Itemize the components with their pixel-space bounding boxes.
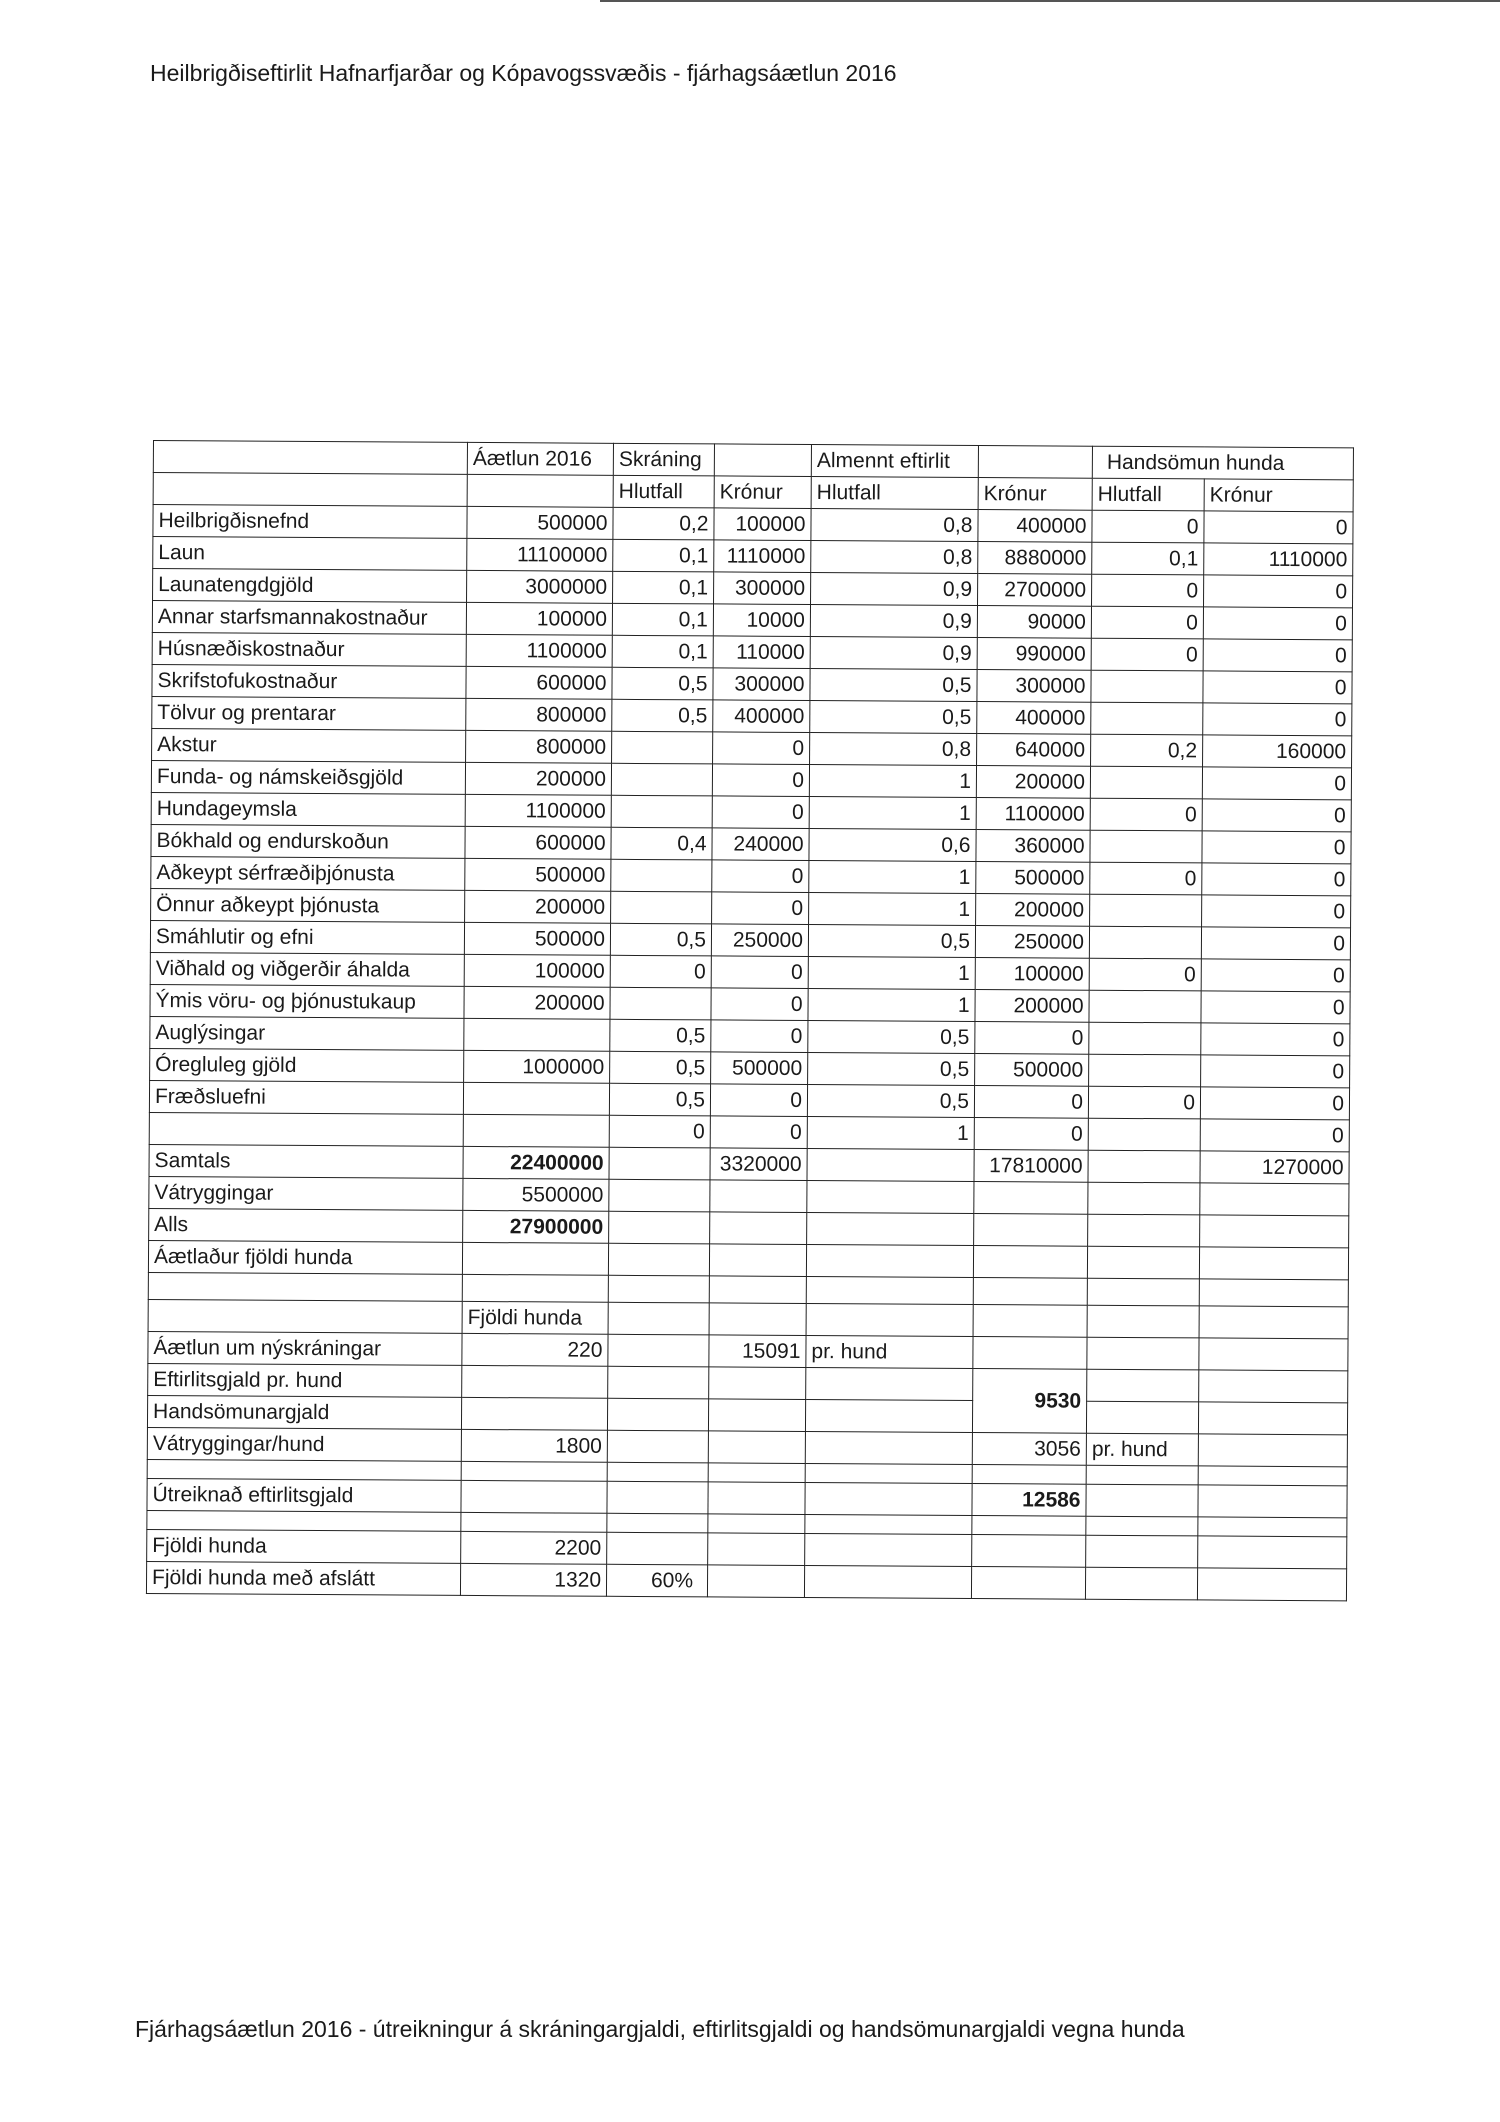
row-gen-amount: 990000 bbox=[977, 638, 1091, 671]
inspection-fee-value: 9530 bbox=[972, 1369, 1086, 1434]
row-reg-share bbox=[611, 859, 712, 892]
totals-reg-amount: 3320000 bbox=[710, 1148, 807, 1181]
all-plan: 27900000 bbox=[463, 1210, 609, 1243]
row-plan: 800000 bbox=[466, 730, 612, 763]
row-reg-amount: 10000 bbox=[713, 604, 810, 637]
new-registrations-count: 220 bbox=[462, 1333, 608, 1366]
row-gen-share: 1 bbox=[809, 765, 976, 798]
new-registrations-label: Áætlun um nýskráningar bbox=[148, 1331, 462, 1365]
row-reg-amount: 0 bbox=[713, 732, 810, 765]
discount-percent: 60% bbox=[606, 1564, 707, 1597]
row-gen-amount: 1100000 bbox=[976, 798, 1090, 831]
row-label: Önnur aðkeypt þjónusta bbox=[151, 888, 465, 922]
row-gen-share: 0,9 bbox=[810, 605, 977, 638]
discount-label: Fjöldi hunda með afslátt bbox=[146, 1561, 460, 1595]
row-label: Launatengdgjöld bbox=[153, 569, 467, 603]
row-plan: 200000 bbox=[464, 986, 610, 1019]
row-reg-share: 0,5 bbox=[609, 1083, 710, 1116]
dog-count-value: 2200 bbox=[461, 1531, 607, 1564]
row-cap-amount: 0 bbox=[1204, 575, 1353, 608]
row-reg-amount: 0 bbox=[710, 1084, 807, 1117]
row-gen-share: 0,5 bbox=[810, 701, 977, 734]
row-gen-amount: 8880000 bbox=[978, 542, 1092, 575]
insurance-per-dog-value: 3056 bbox=[972, 1433, 1086, 1466]
insurance-per-dog-count: 1800 bbox=[461, 1429, 607, 1462]
row-gen-share: 1 bbox=[807, 1117, 974, 1150]
row-gen-share: 0,8 bbox=[810, 733, 977, 766]
row-plan: 500000 bbox=[465, 858, 611, 891]
row-gen-amount: 300000 bbox=[977, 670, 1091, 703]
row-gen-share: 1 bbox=[809, 861, 976, 894]
row-reg-share: 0 bbox=[610, 955, 711, 988]
header-dog-capture: Handsömun hunda bbox=[1092, 446, 1353, 480]
row-reg-amount: 0 bbox=[712, 764, 809, 797]
row-plan: 100000 bbox=[466, 602, 612, 635]
page-footer: Fjárhagsáætlun 2016 - útreikningur á skráningargjaldi, eftirlitsgjaldi og handsömunargjaldi vegna hunda bbox=[135, 2016, 1185, 2042]
row-gen-share: 0,9 bbox=[810, 637, 977, 670]
row-reg-amount: 0 bbox=[712, 796, 809, 829]
row-cap-amount: 0 bbox=[1200, 1119, 1349, 1152]
row-plan bbox=[463, 1082, 609, 1115]
row-cap-share bbox=[1091, 702, 1203, 735]
header-registration: Skráning bbox=[613, 443, 714, 476]
row-plan: 200000 bbox=[465, 890, 611, 923]
row-label: Auglýsingar bbox=[150, 1016, 464, 1050]
row-label: Ýmis vöru- og þjónustukaup bbox=[150, 984, 464, 1018]
row-plan: 1000000 bbox=[464, 1050, 610, 1083]
row-cap-share: 0 bbox=[1091, 606, 1203, 639]
row-gen-share: 0,8 bbox=[811, 541, 978, 574]
row-label: Skrifstofukostnaður bbox=[152, 664, 466, 698]
row-reg-share: 0,1 bbox=[613, 539, 714, 572]
header-gen-share: Hlutfall bbox=[811, 477, 978, 510]
row-plan: 800000 bbox=[466, 698, 612, 731]
row-label: Funda- og námskeiðsgjöld bbox=[151, 760, 465, 794]
row-reg-share bbox=[611, 763, 712, 796]
calc-fee-value: 12586 bbox=[972, 1484, 1086, 1517]
row-gen-amount: 200000 bbox=[975, 990, 1089, 1023]
totals-cap-amount: 1270000 bbox=[1200, 1151, 1349, 1184]
row-plan: 200000 bbox=[465, 762, 611, 795]
row-reg-share: 0,1 bbox=[613, 571, 714, 604]
row-reg-amount: 300000 bbox=[714, 572, 811, 605]
row-plan bbox=[464, 1018, 610, 1051]
row-cap-amount: 0 bbox=[1203, 607, 1352, 640]
row-cap-share bbox=[1091, 670, 1203, 703]
row-cap-share: 0 bbox=[1092, 510, 1204, 543]
row-label: Hundageymsla bbox=[151, 792, 465, 826]
discount-count: 1320 bbox=[460, 1563, 606, 1596]
row-plan: 1100000 bbox=[465, 794, 611, 827]
row-cap-share: 0,1 bbox=[1092, 542, 1204, 575]
row-reg-amount: 110000 bbox=[713, 636, 810, 669]
row-plan: 500000 bbox=[467, 506, 613, 539]
row-reg-amount: 500000 bbox=[711, 1052, 808, 1085]
header-gen-amount: Krónur bbox=[978, 478, 1092, 511]
row-reg-amount: 300000 bbox=[713, 668, 810, 701]
row-cap-share bbox=[1089, 1022, 1201, 1055]
row-gen-amount: 360000 bbox=[976, 830, 1090, 863]
row-cap-amount: 0 bbox=[1201, 1055, 1350, 1088]
header-plan: Áætlun 2016 bbox=[467, 442, 613, 475]
row-label: Heilbrigðisnefnd bbox=[153, 505, 467, 539]
row-gen-amount: 2700000 bbox=[978, 574, 1092, 607]
row-plan: 600000 bbox=[466, 666, 612, 699]
row-reg-amount: 0 bbox=[711, 956, 808, 989]
row-reg-amount: 100000 bbox=[714, 508, 811, 541]
totals-gen-amount: 17810000 bbox=[974, 1150, 1088, 1183]
row-label: Óregluleg gjöld bbox=[150, 1048, 464, 1082]
dog-count-label: Fjöldi hunda bbox=[147, 1529, 461, 1563]
row-cap-amount: 0 bbox=[1202, 767, 1351, 800]
row-plan: 1100000 bbox=[466, 634, 612, 667]
discount-row bbox=[146, 1561, 1346, 1600]
insurance-label: Vátryggingar bbox=[149, 1176, 463, 1210]
row-gen-amount: 200000 bbox=[976, 894, 1090, 927]
row-plan: 500000 bbox=[464, 922, 610, 955]
totals-plan: 22400000 bbox=[463, 1146, 609, 1179]
insurance-per-dog-label: Vátryggingar/hund bbox=[147, 1427, 461, 1461]
row-cap-amount: 1110000 bbox=[1204, 543, 1353, 576]
row-label: Laun bbox=[153, 537, 467, 571]
per-dog-unit: pr. hund bbox=[806, 1336, 973, 1369]
header-cap-share: Hlutfall bbox=[1092, 478, 1204, 511]
row-gen-share: 1 bbox=[809, 797, 976, 830]
row-cap-share: 0 bbox=[1088, 1086, 1200, 1119]
row-cap-share bbox=[1090, 830, 1202, 863]
row-cap-amount: 0 bbox=[1201, 959, 1350, 992]
row-reg-amount: 0 bbox=[711, 1020, 808, 1053]
header-reg-share: Hlutfall bbox=[613, 475, 714, 508]
row-reg-amount: 250000 bbox=[711, 924, 808, 957]
row-gen-share: 0,6 bbox=[809, 829, 976, 862]
row-cap-share bbox=[1090, 766, 1202, 799]
row-cap-amount: 0 bbox=[1202, 799, 1351, 832]
row-reg-amount: 0 bbox=[710, 1116, 807, 1149]
row-cap-share bbox=[1089, 990, 1201, 1023]
row-cap-amount: 0 bbox=[1203, 671, 1352, 704]
row-cap-share: 0 bbox=[1090, 798, 1202, 831]
row-label: Fræðsluefni bbox=[149, 1080, 463, 1114]
row-reg-share: 0,5 bbox=[612, 699, 713, 732]
row-gen-share: 1 bbox=[808, 989, 975, 1022]
row-cap-amount: 0 bbox=[1203, 639, 1352, 672]
registration-fee-per-dog: 15091 bbox=[709, 1335, 806, 1368]
row-reg-amount: 1110000 bbox=[714, 540, 811, 573]
row-cap-amount: 0 bbox=[1202, 831, 1351, 864]
row-cap-share: 0 bbox=[1089, 958, 1201, 991]
top-border-line bbox=[600, 0, 1500, 2]
row-label: Annar starfsmannakostnaður bbox=[152, 601, 466, 635]
row-label: Tölvur og prentarar bbox=[152, 696, 466, 730]
insurance-plan: 5500000 bbox=[463, 1178, 609, 1211]
totals-label: Samtals bbox=[149, 1144, 463, 1178]
estimated-dogs-label: Áætlaður fjöldi hunda bbox=[148, 1240, 462, 1274]
row-gen-share: 0,5 bbox=[808, 1021, 975, 1054]
row-label: Viðhald og viðgerðir áhalda bbox=[150, 952, 464, 986]
row-plan: 3000000 bbox=[467, 570, 613, 603]
row-reg-amount: 240000 bbox=[712, 828, 809, 861]
row-cap-amount: 0 bbox=[1202, 863, 1351, 896]
row-reg-amount: 0 bbox=[711, 988, 808, 1021]
row-gen-amount: 90000 bbox=[977, 606, 1091, 639]
row-reg-share bbox=[611, 891, 712, 924]
inspection-fee-label: Eftirlitsgjald pr. hund bbox=[148, 1363, 462, 1397]
row-plan: 100000 bbox=[464, 954, 610, 987]
row-gen-amount: 400000 bbox=[978, 510, 1092, 543]
capture-fee-label: Handsömunargjald bbox=[147, 1395, 461, 1429]
row-label bbox=[149, 1112, 463, 1146]
row-gen-share: 0,8 bbox=[811, 509, 978, 542]
row-reg-share: 0,5 bbox=[610, 923, 711, 956]
row-cap-share bbox=[1089, 1054, 1201, 1087]
page-title: Heilbrigðiseftirlit Hafnarfjarðar og Kópavogssvæðis - fjárhagsáætlun 2016 bbox=[150, 60, 897, 86]
row-plan bbox=[463, 1114, 609, 1147]
row-gen-amount: 0 bbox=[974, 1086, 1088, 1119]
row-reg-share bbox=[611, 795, 712, 828]
row-gen-amount: 0 bbox=[975, 1022, 1089, 1055]
row-cap-amount: 0 bbox=[1201, 927, 1350, 960]
row-cap-share: 0 bbox=[1092, 574, 1204, 607]
row-reg-share: 0,5 bbox=[612, 667, 713, 700]
row-cap-share: 0 bbox=[1090, 862, 1202, 895]
row-cap-amount: 0 bbox=[1202, 895, 1351, 928]
row-label: Akstur bbox=[152, 728, 466, 762]
row-gen-amount: 500000 bbox=[975, 1054, 1089, 1087]
row-gen-amount: 250000 bbox=[975, 926, 1089, 959]
row-cap-amount: 0 bbox=[1201, 991, 1350, 1024]
row-reg-share: 0,5 bbox=[610, 1051, 711, 1084]
row-label: Húsnæðiskostnaður bbox=[152, 632, 466, 666]
row-reg-share: 0,5 bbox=[610, 1019, 711, 1052]
header-reg-amount: Krónur bbox=[714, 476, 811, 509]
row-gen-share: 1 bbox=[809, 893, 976, 926]
row-reg-share: 0,2 bbox=[613, 507, 714, 540]
row-gen-share: 0,5 bbox=[810, 669, 977, 702]
row-cap-share bbox=[1090, 894, 1202, 927]
row-gen-amount: 400000 bbox=[977, 702, 1091, 735]
row-cap-share bbox=[1088, 1118, 1200, 1151]
calc-fee-label: Útreiknað eftirlitsgjald bbox=[147, 1478, 461, 1512]
row-cap-share: 0,2 bbox=[1091, 734, 1203, 767]
row-gen-amount: 640000 bbox=[977, 734, 1091, 767]
row-reg-amount: 0 bbox=[712, 860, 809, 893]
row-gen-share: 0,5 bbox=[808, 1053, 975, 1086]
row-gen-amount: 0 bbox=[974, 1118, 1088, 1151]
row-reg-amount: 0 bbox=[712, 892, 809, 925]
row-plan: 11100000 bbox=[467, 538, 613, 571]
row-label: Smáhlutir og efni bbox=[150, 920, 464, 954]
budget-table bbox=[146, 440, 1354, 1601]
row-gen-amount: 500000 bbox=[976, 862, 1090, 895]
row-gen-amount: 200000 bbox=[976, 766, 1090, 799]
row-cap-amount: 0 bbox=[1200, 1087, 1349, 1120]
header-general-inspection: Almennt eftirlit bbox=[811, 445, 978, 478]
row-gen-share: 0,9 bbox=[811, 573, 978, 606]
row-cap-amount: 0 bbox=[1203, 703, 1352, 736]
all-label: Alls bbox=[149, 1208, 463, 1242]
row-gen-share: 0,5 bbox=[808, 925, 975, 958]
budget-sheet bbox=[146, 440, 1354, 1601]
insurance-per-dog-unit: pr. hund bbox=[1086, 1433, 1198, 1466]
header-cap-amount: Krónur bbox=[1204, 479, 1353, 512]
row-reg-share: 0,1 bbox=[612, 635, 713, 668]
row-cap-amount: 160000 bbox=[1203, 735, 1352, 768]
row-reg-amount: 400000 bbox=[713, 700, 810, 733]
row-label: Aðkeypt sérfræðiþjónusta bbox=[151, 856, 465, 890]
row-reg-share bbox=[612, 731, 713, 764]
row-gen-share: 0,5 bbox=[807, 1085, 974, 1118]
row-gen-share: 1 bbox=[808, 957, 975, 990]
row-cap-amount: 0 bbox=[1204, 511, 1353, 544]
row-gen-amount: 100000 bbox=[975, 958, 1089, 991]
row-reg-share: 0,4 bbox=[611, 827, 712, 860]
dogs-header: Fjöldi hunda bbox=[462, 1301, 608, 1334]
row-label: Bókhald og endurskoðun bbox=[151, 824, 465, 858]
row-reg-share: 0 bbox=[609, 1115, 710, 1148]
row-reg-share: 0,1 bbox=[612, 603, 713, 636]
row-cap-share bbox=[1089, 926, 1201, 959]
row-reg-share bbox=[610, 987, 711, 1020]
row-plan: 600000 bbox=[465, 826, 611, 859]
row-cap-amount: 0 bbox=[1201, 1023, 1350, 1056]
row-cap-share: 0 bbox=[1091, 638, 1203, 671]
